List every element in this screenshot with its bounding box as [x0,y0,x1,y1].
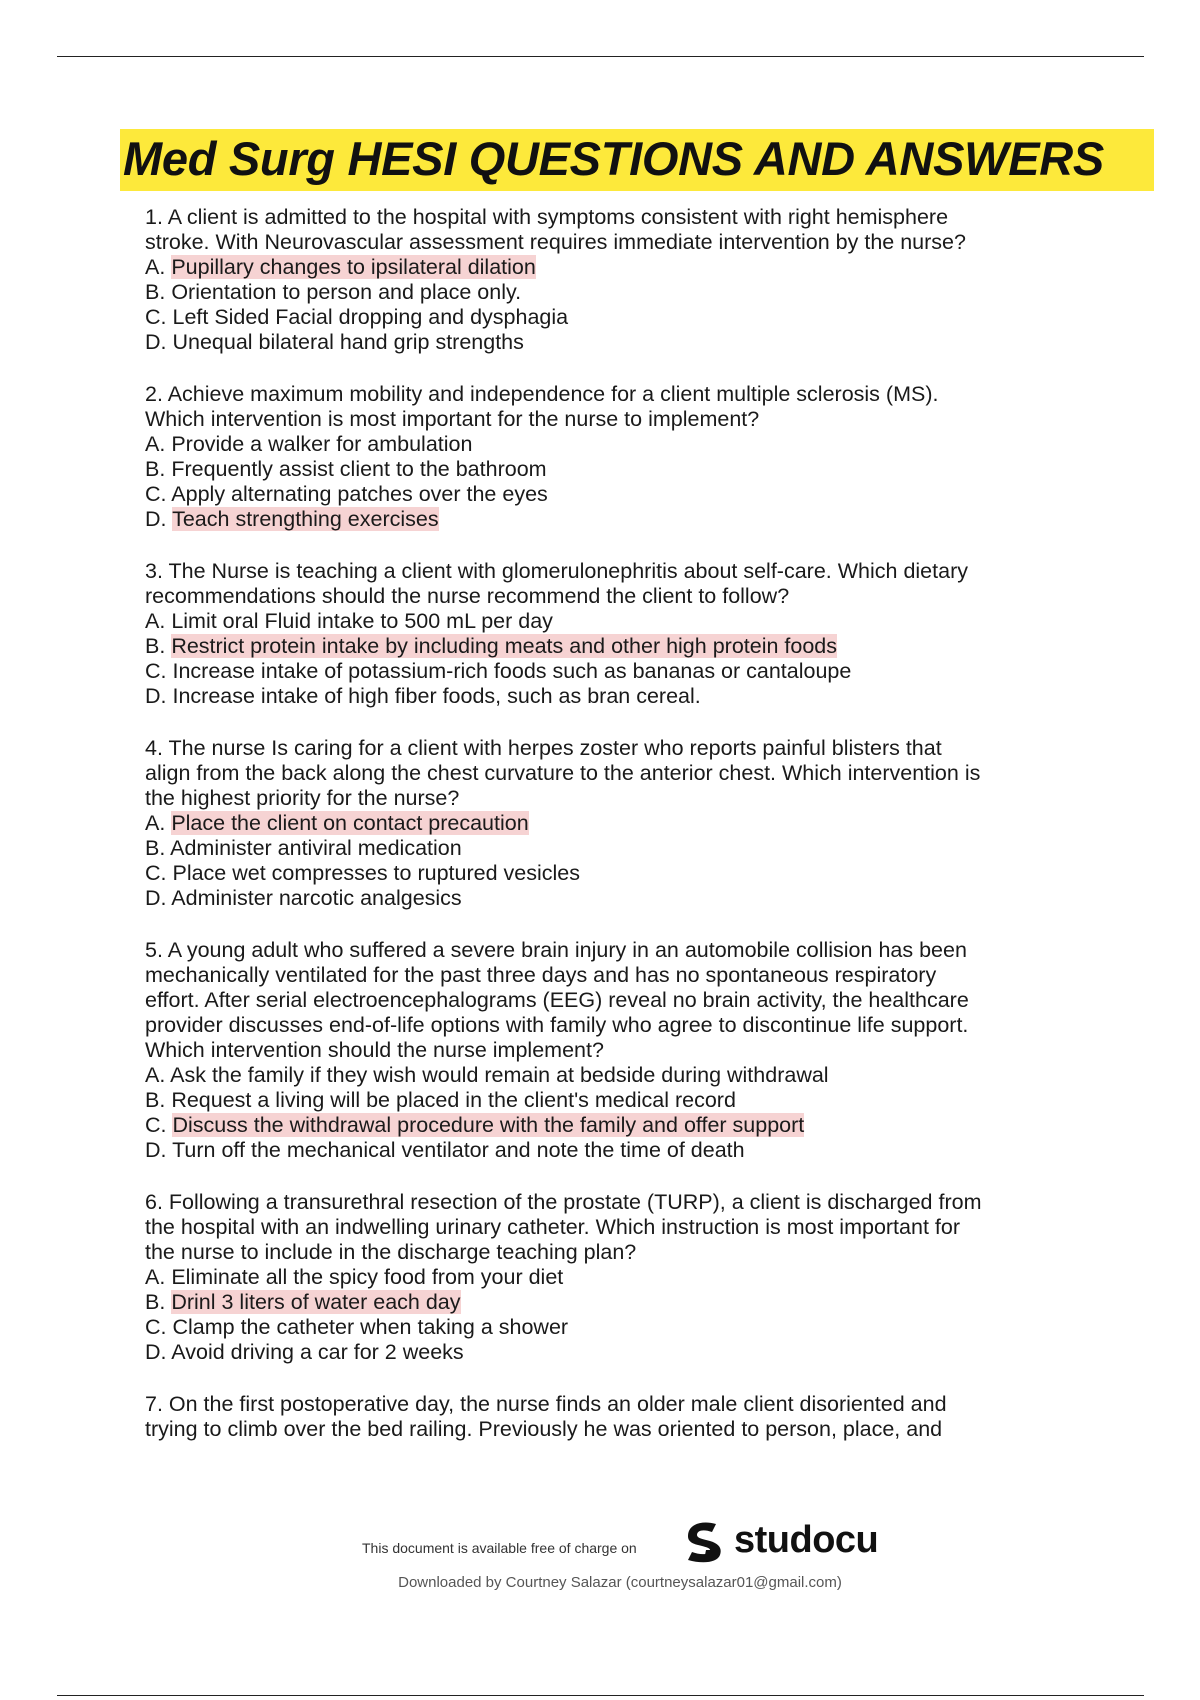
correct-answer-text: Drinl 3 liters of water each day [171,1290,461,1314]
bottom-divider [57,1695,1144,1696]
question-text-line: 2. Achieve maximum mobility and independence for a client multiple sclerosis (MS). [145,382,939,406]
option-letter: B. [145,1290,166,1314]
option-text: Place wet compresses to ruptured vesicles [172,861,580,885]
answer-option [145,1290,1095,1315]
answer-option [145,432,1095,457]
correct-answer-text: Restrict protein intake by including meats and other high protein foods [171,634,838,658]
availability-text: This document is available free of charge on [362,1540,637,1556]
option-letter: D. [145,1138,167,1162]
question-text-line: trying to climb over the bed railing. Previously he was oriented to person, place, and [145,1417,943,1441]
answer-option [145,1265,1095,1290]
option-text: Request a living will be placed in the client's medical record [171,1088,736,1112]
option-text: Orientation to person and place only. [171,280,522,304]
option-letter: A. [145,255,166,279]
question-block [145,736,1095,911]
question-text-line: 6. Following a transurethral resection of the prostate (TURP), a client is discharged from [145,1190,982,1214]
answer-option [145,457,1095,482]
download-info: Downloaded by Courtney Salazar (courtneysalazar01@gmail.com) [398,1574,842,1591]
answer-option [145,836,1095,861]
option-text: Clamp the catheter when taking a shower [172,1315,569,1339]
answer-option [145,305,1095,330]
correct-answer-text: Discuss the withdrawal procedure with the family and offer support [172,1113,805,1137]
option-text: Limit oral Fluid intake to 500 mL per day [171,609,553,633]
answer-option [145,1063,1095,1088]
correct-answer-text: Teach strengthing exercises [172,507,439,531]
question-block [145,205,1095,355]
option-text: Left Sided Facial dropping and dysphagia [172,305,569,329]
question-text-line: stroke. With Neurovascular assessment requires immediate intervention by the nurse? [145,230,966,254]
question-text-line: 3. The Nurse is teaching a client with glomerulonephritis about self-care. Which dietary [145,559,968,583]
question-block [145,1392,1095,1442]
option-text: Unequal bilateral hand grip strengths [172,330,524,354]
option-letter: C. [145,1113,167,1137]
question-text-line: effort. After serial electroencephalograms (EEG) reveal no brain activity, the healthcare [145,988,969,1012]
question-text-line: provider discusses end-of-life options with family who agree to discontinue life support. [145,1013,969,1037]
option-letter: A. [145,811,166,835]
option-text: Provide a walker for ambulation [171,432,473,456]
question-text-line: recommendations should the nurse recommend the client to follow? [145,584,790,608]
answer-option [145,861,1095,886]
answer-option [145,1315,1095,1340]
answer-option [145,255,1095,280]
question-text-line: align from the back along the chest curvature to the anterior chest. Which intervention is [145,761,981,785]
option-letter: C. [145,482,167,506]
answer-option [145,1340,1095,1365]
option-letter: A. [145,609,166,633]
answer-option [145,1088,1095,1113]
question-text-line: 7. On the first postoperative day, the nurse finds an older male client disoriented and [145,1392,947,1416]
question-text-line: the nurse to include in the discharge teaching plan? [145,1240,637,1264]
answer-option [145,1113,1095,1138]
option-text: Administer antiviral medication [170,836,462,860]
option-letter: D. [145,330,167,354]
option-letter: A. [145,1063,166,1087]
option-letter: C. [145,1315,167,1339]
answer-option [145,634,1095,659]
answer-option [145,507,1095,532]
option-letter: C. [145,861,167,885]
document-title: Med Surg HESI QUESTIONS AND ANSWERS [123,132,1104,185]
question-list [145,205,1095,1469]
question-text-line: Which intervention should the nurse implement? [145,1038,604,1062]
answer-option [145,684,1095,709]
answer-option [145,609,1095,634]
answer-option [145,811,1095,836]
question-text-line: 4. The nurse Is caring for a client with herpes zoster who reports painful blisters that [145,736,942,760]
option-text: Frequently assist client to the bathroom [171,457,547,481]
question-text-line: mechanically ventilated for the past three days and has no spontaneous respiratory [145,963,937,987]
option-letter: D. [145,886,167,910]
studocu-logo-icon [680,1516,728,1564]
top-divider [57,56,1144,57]
option-letter: C. [145,659,167,683]
option-text: Eliminate all the spicy food from your diet [171,1265,564,1289]
question-block [145,1190,1095,1365]
option-letter: D. [145,1340,167,1364]
option-letter: B. [145,457,166,481]
option-text: Increase intake of high fiber foods, such as bran cereal. [172,684,701,708]
option-text: Apply alternating patches over the eyes [171,482,548,506]
option-letter: D. [145,684,167,708]
question-text-line: the hospital with an indwelling urinary catheter. Which instruction is most important for [145,1215,960,1239]
option-text: Administer narcotic analgesics [171,886,462,910]
option-letter: A. [145,432,166,456]
option-letter: A. [145,1265,166,1289]
studocu-logo[interactable] [680,1514,878,1566]
option-letter: C. [145,305,167,329]
question-text-line: 5. A young adult who suffered a severe brain injury in an automobile collision has been [145,938,967,962]
option-text: Avoid driving a car for 2 weeks [171,1340,464,1364]
answer-option [145,1138,1095,1163]
correct-answer-text: Place the client on contact precaution [171,811,529,835]
answer-option [145,886,1095,911]
question-block [145,382,1095,532]
answer-option [145,330,1095,355]
answer-option [145,280,1095,305]
option-letter: B. [145,836,166,860]
option-text: Increase intake of potassium-rich foods such as bananas or cantaloupe [172,659,852,683]
answer-option [145,659,1095,684]
question-text-line: Which intervention is most important for the nurse to implement? [145,407,760,431]
correct-answer-text: Pupillary changes to ipsilateral dilation [171,255,536,279]
answer-option [145,482,1095,507]
question-block [145,559,1095,709]
question-text-line: the highest priority for the nurse? [145,786,460,810]
question-text-line: 1. A client is admitted to the hospital with symptoms consistent with right hemisphere [145,205,949,229]
option-text: Ask the family if they wish would remain at bedside during withdrawal [170,1063,829,1087]
studocu-brand-text: studocu [734,1518,879,1561]
option-letter: B. [145,280,166,304]
option-letter: B. [145,634,166,658]
option-text: Turn off the mechanical ventilator and note the time of death [172,1138,745,1162]
option-letter: B. [145,1088,166,1112]
question-block [145,938,1095,1163]
option-letter: D. [145,507,167,531]
